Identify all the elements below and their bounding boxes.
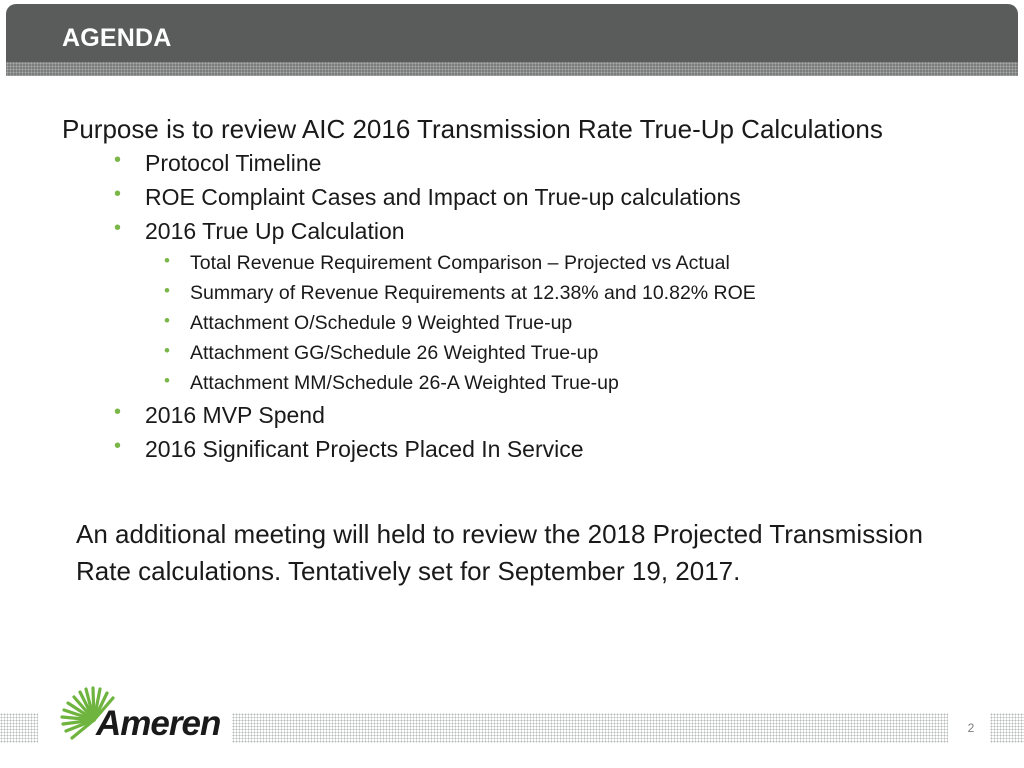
agenda-subitem-label: Summary of Revenue Requirements at 12.38% and 10.82% ROE [190,282,756,304]
agenda-item-true-up-calculation [114,217,405,245]
page-number: 2 [967,721,975,735]
agenda-item-significant-projects [114,435,584,463]
footer-dot-band-left [0,713,38,743]
agenda-item-label: 2016 Significant Projects Placed In Service [145,436,584,462]
bullet-icon: • [164,341,170,360]
agenda-subitem-revenue-summary [164,281,756,305]
agenda-item-label: Protocol Timeline [145,150,322,176]
additional-meeting-note: An additional meeting will held to review the 2018 Projected Transmission Rate calculations. Tentatively set for September 19, 2017. [76,519,923,586]
purpose-heading: Purpose is to review AIC 2016 Transmission Rate True-Up Calculations [62,114,883,144]
bullet-icon: • [164,251,170,270]
agenda-item-label: 2016 True Up Calculation [145,218,405,244]
ameren-wordmark: Ameren [96,704,221,743]
agenda-item-roe-complaint [114,183,741,211]
agenda-subitem-label: Attachment MM/Schedule 26-A Weighted True-up [190,372,619,394]
agenda-subitem-attachment-gg [164,341,599,365]
agenda-subitem-attachment-mm [164,371,619,395]
footer-dot-band-far [990,713,1024,743]
bullet-icon: • [114,401,122,423]
bullet-icon: • [164,311,170,330]
agenda-item-label: 2016 MVP Spend [145,402,325,428]
agenda-subitem-attachment-o [164,311,573,335]
agenda-item-label: ROE Complaint Cases and Impact on True-up calculations [145,184,741,210]
bullet-icon: • [164,371,170,390]
bullet-icon: • [164,281,170,300]
agenda-item-mvp-spend [114,401,325,429]
agenda-subitem-revenue-comparison [164,251,730,275]
bullet-icon: • [114,183,122,205]
bullet-icon: • [114,435,122,457]
bullet-icon: • [114,217,122,239]
ameren-logo [60,686,220,748]
agenda-subitem-label: Attachment O/Schedule 9 Weighted True-up [190,312,573,334]
slide-title: AGENDA [62,24,172,52]
bullet-icon: • [114,149,122,171]
footer-dot-band-right [232,713,948,743]
agenda-subitem-label: Total Revenue Requirement Comparison – Projected vs Actual [190,252,730,274]
agenda-subitem-label: Attachment GG/Schedule 26 Weighted True-up [190,342,599,364]
agenda-item-protocol-timeline [114,149,322,177]
